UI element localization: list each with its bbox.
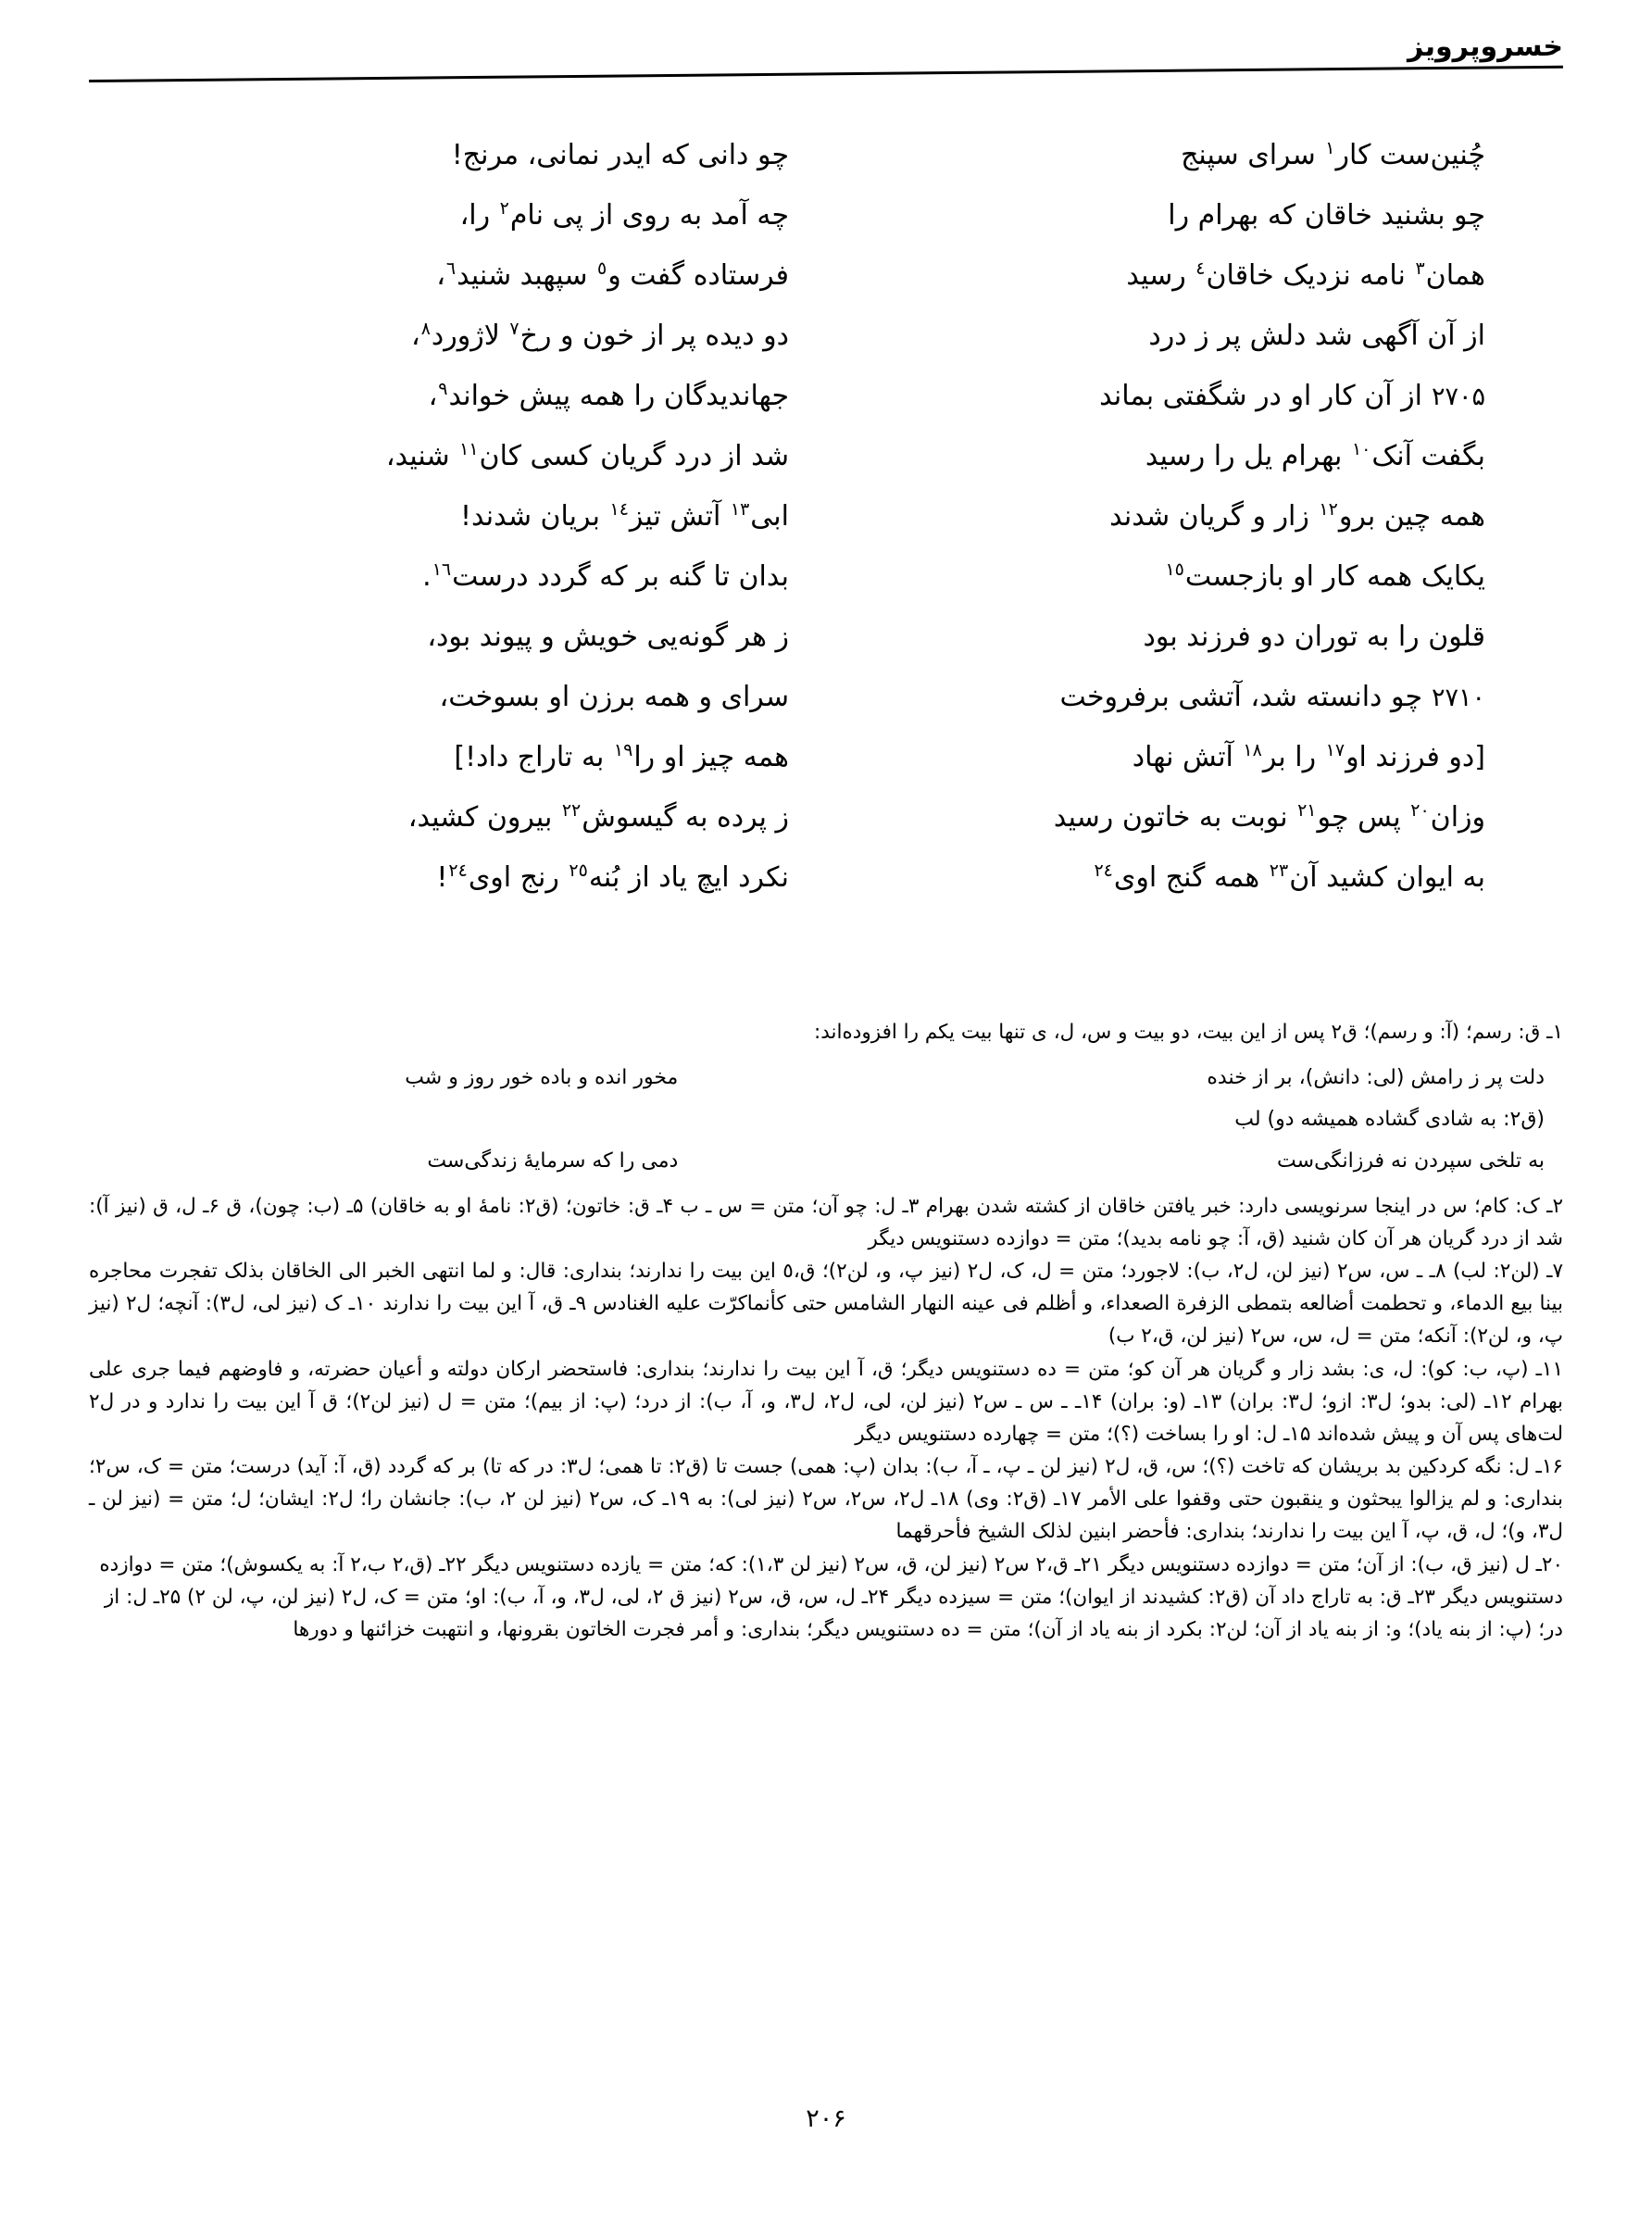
verse-couplet	[139, 801, 1513, 835]
verse-couplet	[139, 440, 1513, 473]
hemistich-first: ۲۷۱۰چو دانسته شد، آتشی برفروخت	[1059, 681, 1485, 713]
inset-hemistich-first	[89, 1104, 767, 1135]
running-head	[89, 31, 1563, 93]
hemistich-first: چو بشنید خاقان که بهرام را	[1168, 199, 1485, 232]
apparatus-note-paragraph: ۷ـ (لن٢: لب) ۸ـ ـ س، س٢ (نیز لن، ل٢، ب): لاجورد؛ متن = ل، ک، ل٢ (نیز پ، و، لن٢)؛ ق،٥ این بیت را ندارند؛ بنداری: قال: و لما انتهی الخبر الی الخاقان بذلک تفجرت محاجره بینا بیع الدماء، و تحطمت أضالعه بتمطی الزفرة الصعداء، و أظلم فی عینه النهار الشامس حتی کأنماکرّت علیه الغنادس ۹ـ ق، آ این بیت را ندارند ۱۰ـ ک (نیز لی، ل٣): آنچه؛ ل٢ (نیز پ، و، لن٢): آنکه؛ متن = ل، س، س٢ (نیز لن، ق،٢ ب)	[89, 1260, 1564, 1349]
inset-hemistich-second: دلت پر ز رامش (لی: دانش)، بر از خنده	[1207, 1065, 1545, 1089]
hemistich-first: چُنین‌ست کار$^١$ سرای سپنج	[1181, 138, 1485, 171]
hemistich-second: جهاندیدگان را همه پیش خواند$^٩$،	[428, 379, 789, 412]
hemistich-first: یکایک همه کار او بازجست$^{١٥}$	[1165, 559, 1485, 593]
apparatus-note-paragraph: ۱۱ـ (پ، ب: کو): ل، ی: بشد زار و گریان هر آن کو؛ متن = ده دستنویس دیگر؛ ق، آ این بیت را ندارند؛ بنداری: فاستحضر ارکان دولته و أعیان حضرته، و فاوضهم فیما جری علی بهرام ۱۲ـ (لی: بدو؛ ل٣: ازو؛ ل٣: بران) ۱۳ـ (و: بران) ۱۴ـ ـ س ـ س٢ (نیز لن، لی، ل٢، ل٣، و، آ، ب): از درد؛ (پ: از بیم)؛ متن = ل (نیز لن٢)؛ ق آ این بیت را ندارد و در ل٢ لت‌های پس آن و پیش شده‌اند ۱۵ـ ل: او را بساخت (؟)؛ متن = چهارده دستنویس دیگر	[89, 1357, 1563, 1446]
hemistich-second: ابی$^{١٣}$ آتش تیز$^{١٤}$ بریان شدند!	[459, 499, 789, 533]
hemistich-second: ز هر گونه‌یی خویش و پیوند بود،	[427, 621, 789, 653]
hemistich-first: ۲۷۰۵از آن کار او در شگفتی بماند	[1099, 380, 1485, 412]
hemistich-first: بگفت آنک$^{١٠}$ بهرام یل را رسید	[1145, 439, 1485, 472]
hemistich-first: از آن آگهی شد دلش پر ز درد	[1148, 320, 1485, 352]
hemistich-second: بدان تا گنه بر که گردد درست$^{١٦}$.	[422, 559, 789, 593]
hemistich-second: ز پرده به گیسوش$^{٢٢}$ بیرون کشید،	[407, 800, 789, 834]
verse-couplet	[139, 500, 1513, 533]
hemistich-first: وزان$^{٢٠}$ پس چو$^{٢١}$ نوبت به خاتون رسید	[1053, 800, 1485, 834]
inset-hemistich-second: (ق٢: به شادی گشاده همیشه دو) لب	[1234, 1107, 1545, 1131]
inset-hemistich-second: به تلخی سپردن نه فرزانگی‌ست	[1277, 1148, 1545, 1173]
hemistich-first: [دو فرزند او$^{١٧}$ را بر$^{١٨}$ آتش نهاد	[1132, 740, 1485, 773]
hemistich-first: همان$^٣$ نامه نزدیک خاقان$^٤$ رسید	[1126, 258, 1485, 292]
verse-couplet	[139, 259, 1513, 293]
critical-apparatus	[89, 1017, 1563, 1647]
verse-couplet	[139, 681, 1513, 714]
apparatus-notes	[89, 1191, 1563, 1647]
hemistich-second: شد از درد گریان کسی کان$^{١١}$ شنید،	[385, 439, 789, 472]
apparatus-note-paragraph: ۲۰ـ ل (نیز ق، ب): از آن؛ متن = دوازده دستنویس دیگر ۲۱ـ ق،٢ س٢ (نیز لن، ق، س٢ (نیز لن ١،٣): که؛ متن = یازده دستنویس دیگر ۲۲ـ (ق،٢ ب،٢ آ: به یکسوش)؛ متن = دوازده دستنویس دیگر ۲۳ـ ق: به تاراج داد آن (ق٢: کشیدند از ایوان)؛ متن = سیزده دیگر ۲۴ـ ل، س، ق، س٢ (نیز ق ٢، لی، ل٣، و، آ، ب): او؛ متن = ک، ل٢ (نیز لن، پ، لن ٢) ۲۵ـ ل: از در؛ (پ: از بنه یاد)؛ و: از بنه یاد از آن؛ لن٢: بکرد از بنه یاد از آن)؛ متن = ده دستنویس دیگر؛ بنداری: و أمر فجرت الخاتون بقرونها، و انتهبت خزائنها و دورها	[99, 1552, 1563, 1641]
hemistich-second: فرستاده گفت و$^٥$ سپهبد شنید$^٦$،	[436, 258, 789, 292]
verse-block	[139, 139, 1513, 922]
inset-couplet	[89, 1104, 1563, 1135]
verse-couplet	[139, 621, 1513, 654]
inset-hemistich-first: دمی را که سرمایهٔ زندگی‌ست	[427, 1148, 679, 1173]
verse-couplet	[139, 560, 1513, 594]
hemistich-first: همه چین برو$^{١٢}$ زار و گریان شدند	[1109, 499, 1485, 533]
folio-number: ۲۰۶	[806, 2104, 846, 2133]
inset-hemistich-first: مخور انده و باده خور روز و شب	[405, 1065, 679, 1089]
hemistich-first: به ایوان کشید آن$^{٢٣}$ همه گنج اوی$^{٢٤}$	[1094, 860, 1485, 894]
hemistich-second: چو دانی که ایدر نمانی، مرنج!	[451, 139, 789, 171]
verse-number: ۲۷۱۰	[1431, 684, 1485, 712]
inset-couplet	[89, 1146, 1563, 1176]
header-rule-divider	[89, 66, 1563, 82]
page-title: خسروپرویز	[1408, 31, 1563, 63]
verse-couplet	[139, 320, 1513, 353]
apparatus-lead-note: ۱ـ ق: رسم؛ (آ: و رسم)؛ ق٢ پس از این بیت، دو بیت و س، ل، ی تنها بیت یکم را افزوده‌اند:	[814, 1021, 1563, 1044]
inset-couplet	[89, 1062, 1563, 1093]
hemistich-second: چه آمد به روی از پی نام$^٢$ را،	[459, 198, 789, 232]
hemistich-second: سرای و همه برزن او بسوخت،	[439, 681, 789, 713]
verse-number: ۲۷۰۵	[1431, 383, 1485, 411]
apparatus-note-paragraph: ۲ـ ک: کام؛ س در اینجا سرنویسی دارد: خبر یافتن خاقان از کشته شدن بهرام ۳ـ ل: چو آن؛ متن = س ـ ب ۴ـ ق: خاتون؛ (ق٢: نامهٔ او به خاقان) ۵ـ (ب: چون)، ق ۶ـ ل، ق (نیز آ): شد از درد گریان هر آن کان شنید (ق، آ: چو نامه بدید)؛ متن = دوازده دستنویس دیگر	[89, 1194, 1564, 1250]
apparatus-note-paragraph: ۱۶ـ ل: نگه کردکین بد بریشان که تاخت (؟)؛ س، ق، ل٢ (نیز لن ـ پ، ـ آ، ب): بدان (پ: همی) جست تا (ق٢: تا همی؛ ل٣: در که تا) بر که گردد (ق، آ: آید) درست؛ متن = ک، س٢؛ بنداری: و لم یزالوا یبحثون و ینقبون حتی وقفوا علی الأمر ۱۷ـ (ق٢: وی) ۱۸ـ ل٢، س٢، س٢ (نیز لی): به ۱۹ـ ک، س٢ (نیز لن ٢، ب): جانشان را؛ ل٢: ایشان؛ ل؛ متن = (نیز لن ـ ل٣، و)؛ ل، ق، پ، آ این بیت را ندارند؛ بنداری: فأحضر ابنین لذلک الشیخ فأحرقهما	[89, 1455, 1563, 1544]
verse-couplet	[139, 380, 1513, 413]
verse-couplet	[139, 741, 1513, 774]
verse-couplet	[139, 861, 1513, 895]
hemistich-second: دو دیده پر از خون و رخ$^٧$ لاژورد$^٨$،	[411, 319, 789, 352]
quoted-couplets-inset	[89, 1062, 1563, 1176]
hemistich-second: نکرد ایچ یاد از بُنه$^{٢٥}$ رنج اوی$^{٢٤}$!	[436, 860, 789, 894]
verse-couplet	[139, 199, 1513, 232]
verse-couplet	[139, 139, 1513, 172]
hemistich-first: قلون را به توران دو فرزند بود	[1143, 621, 1485, 653]
hemistich-second: همه چیز او را$^{١٩}$ به تاراج داد!]	[454, 740, 789, 773]
